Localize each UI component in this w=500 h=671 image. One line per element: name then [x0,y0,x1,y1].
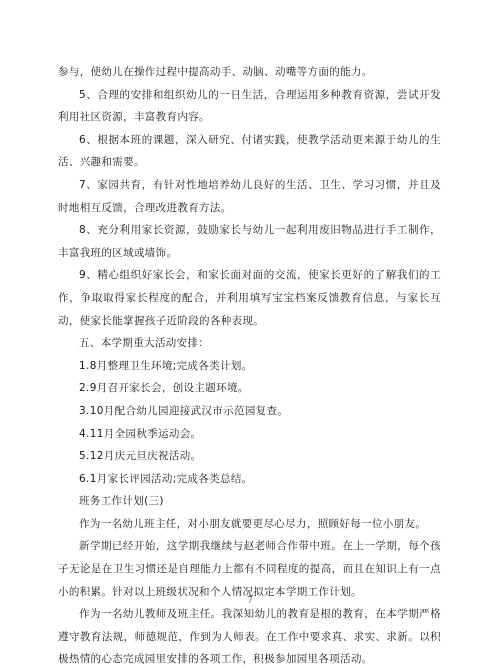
document-body [58,61,441,671]
paragraph-intro: 作为一名幼儿班主任，对小朋友就要更尽心尽力，照顾好每一位小朋友。 [79,517,427,530]
activity-item-december: 5.12月庆元旦庆祝活动。 [79,450,202,463]
paragraph-item-8: 8、充分利用家长资源，鼓励家长与幼儿一起利用废旧物品进行手工制作，丰富我班的区域或墙饰。 [58,224,441,259]
plan-title: 班务工作计划(三) [79,495,164,508]
paragraph-item-5: 5、合理的安排和组织幼儿的一日生活，合理运用多种教育资源，尝试开发利用社区资源，丰富教育内容。 [58,88,441,124]
paragraph-item-9: 9、精心组织好家长会，和家长面对面的交流，使家长更好的了解我们的工作，争取取得家长程度的配合，并利用填写宝宝档案反馈教育信息，与家长互动，使家长能掌握孩子近阶段的各种表现。 [58,269,441,327]
paragraph-continuation: 参与，使幼儿在操作过程中提高动手、动脑、动嘴等方面的能力。 [58,66,373,78]
paragraph-teacher-role: 作为一名幼儿教师及班主任。我深知幼儿的教育是根的教育，在本学期严格遵守教育法规，师德规范，作到为人师表。在工作中要求真、求实、求新。以积极热情的心态完成园里安排的各项工作，积极参加园里各项活动。 [58,608,441,666]
paragraph-semester-start: 新学期已经开始，这学期我继续与赵老师合作带中班。在上一学期，每个孩子无论是在卫生习惯还是自理能力上都有不同程度的提高，而且在知识上有一点小的积累。针对以上班级状况和个人情况拟定本学期工作计划。 [58,540,441,598]
section-heading-activities: 五、本学期重大活动安排： [79,337,210,350]
paragraph-item-6: 6、根据本班的课题，深入研究、付诸实践，使教学活动更来源于幼儿的生活、兴趣和需要。 [58,133,441,169]
page-number: 7 [247,596,253,606]
activity-item-november: 4.11月全园秋季运动会。 [79,427,202,440]
activity-item-october: 3.10月配合幼儿园迎接武汉市示范园复查。 [79,404,289,417]
paragraph-item-7: 7、家园共育，有针对性地培养幼儿良好的生活、卫生、学习习惯，并且及时地相互反馈，合理改进教育方法。 [58,178,441,214]
activity-item-august: 1.8月整理卫生环境;完成各类计划。 [79,359,253,372]
activity-item-september: 2.9月召开家长会，创设主题环境。 [79,382,249,395]
activity-item-january: 6.1月家长评园活动;完成各类总结。 [79,472,253,485]
